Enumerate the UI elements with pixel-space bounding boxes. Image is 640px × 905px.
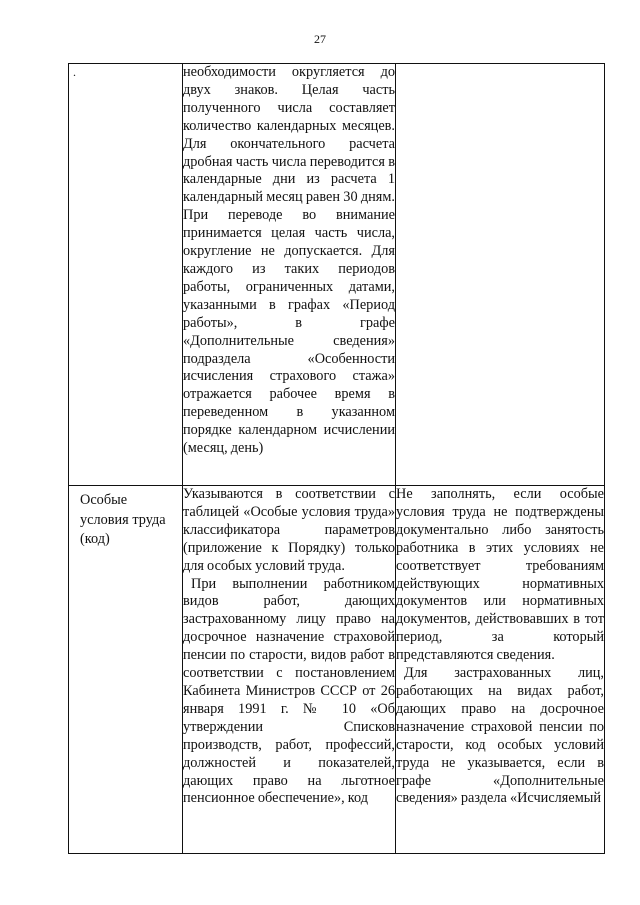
note-paragraph: Не заполнять, если особые условия труда не подтверждены документально либо занятость работника в этих условиях не соответствует требованиям действующих нормативных документов или нормативных документов, действовавших в тот период, за который представляются сведения. bbox=[396, 486, 604, 664]
table-cell-description bbox=[183, 64, 396, 486]
requirements-table bbox=[68, 63, 605, 854]
table-row bbox=[69, 64, 605, 486]
description-paragraph: необходимости округляется до двух знаков. Целая часть полученного числа составляет количество календарных месяцев. Для окончательного расчета дробная часть числа переводится в календарные дни из расчета 1 календарный месяц равен 30 дням. При переводе во внимание принимается целая часть числа, округление не допускается. Для каждого из таких периодов работы, ограниченных датами, указанными в графах «Период работы», в графе «Дополнительные сведения» подраздела «Особенности исчисления страхового стажа» отражается рабочее время в переведенном в указанном порядке календарном исчислении (месяц, день) bbox=[183, 64, 395, 457]
page-number: 27 bbox=[314, 32, 326, 46]
table-cell-field-name bbox=[69, 64, 183, 486]
field-name: Особые условия труда (код) bbox=[80, 492, 166, 547]
table-cell-note bbox=[396, 64, 605, 486]
note-paragraph: Для застрахованных лиц, работающих на видах работ, дающих право на досрочное назначение страховой пенсии по старости, код особых условий труда не указывается, если в графе «Дополнительные сведения» раздела «Исчисляемый bbox=[396, 665, 604, 807]
row-marker: . bbox=[73, 65, 76, 79]
table-cell-field-name bbox=[69, 486, 183, 854]
description-paragraph: При выполнении работником видов работ, дающих застрахованному лицу право на досрочное назначение страховой пенсии по старости, видов работ в соответствии с постановлением Кабинета Министров СССР от 26 января 1991 г. № 10 «Об утверждении Списков производств, работ, профессий, должностей и показателей, дающих право на льготное пенсионное обеспечение», код bbox=[183, 575, 395, 807]
description-paragraph: Указываются в соответствии с таблицей «Особые условия труда» классификатора параметров (приложение к Порядку) только для особых условий труда. bbox=[183, 486, 395, 574]
table-cell-description bbox=[183, 486, 396, 854]
table-cell-note bbox=[396, 486, 605, 854]
table-row bbox=[69, 486, 605, 854]
